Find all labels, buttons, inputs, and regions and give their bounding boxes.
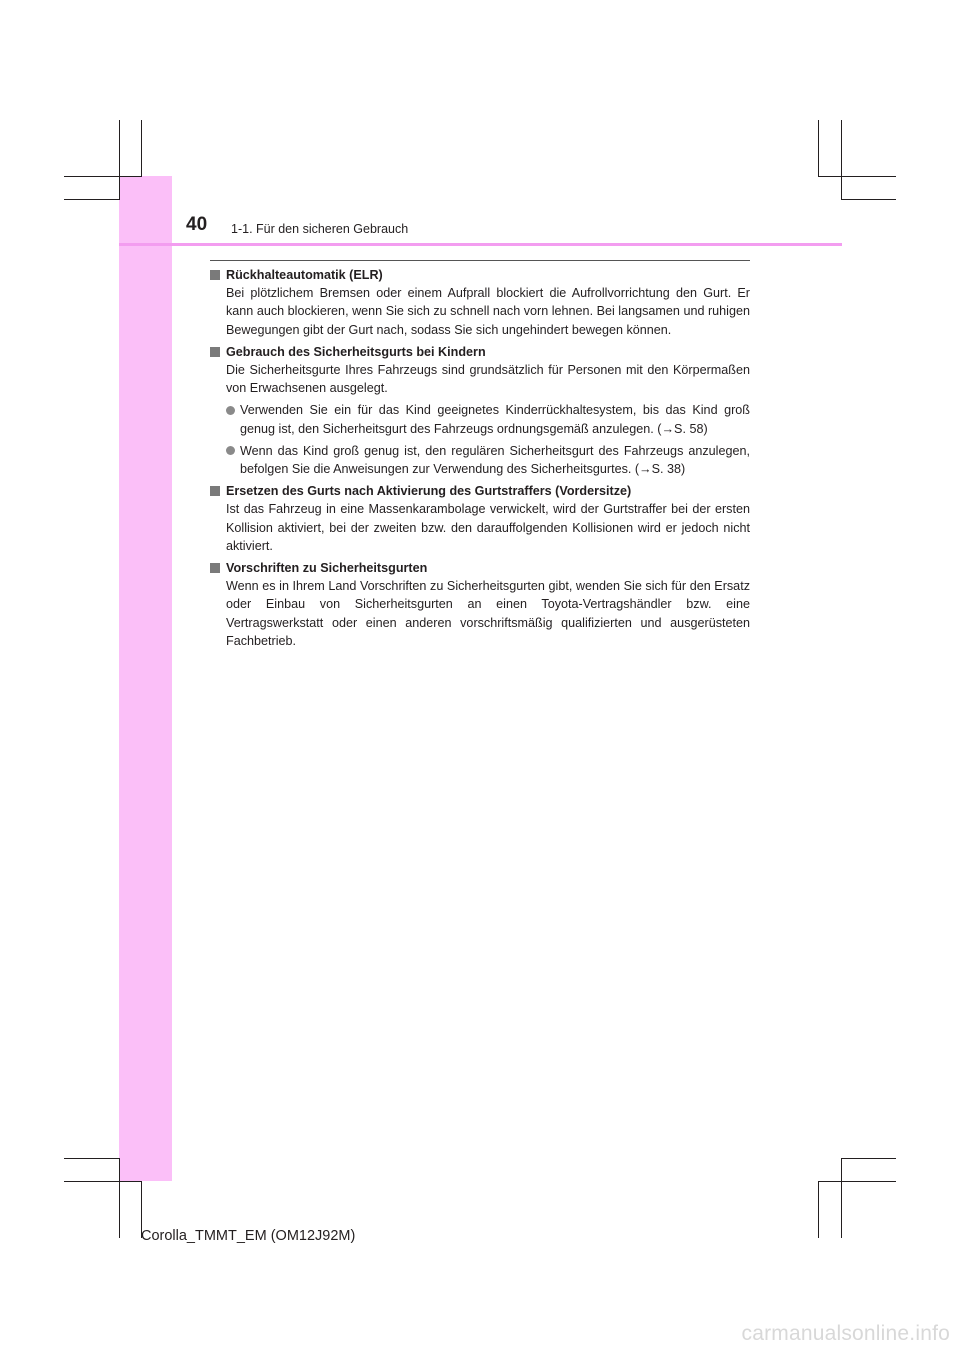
crop-mark <box>841 120 842 200</box>
crop-mark <box>818 1181 819 1238</box>
crop-mark <box>119 120 120 200</box>
list-item-text: Wenn das Kind groß genug ist, den regulären Sicherheitsgurt des Fahrzeugs anzulegen, befolgen Sie die Anweisungen zur Verwendung des Sicherheitsgurtes. (→S. 38) <box>240 443 750 477</box>
crop-mark <box>841 1158 842 1238</box>
crop-mark <box>818 176 896 177</box>
header-rule <box>119 243 842 246</box>
section-title <box>210 482 750 500</box>
section-title <box>210 266 750 284</box>
crop-mark <box>64 1181 142 1182</box>
section-text: Bei plötzlichem Bremsen oder einem Aufprall blockiert die Aufrollvorrichtung den Gurt. Er kann auch blockieren, wenn Sie sich zu schnell nach vorn lehnen. Bei langsamen und ruhigen Bewegungen gibt der Gurt nach, sodass Sie sich ungehindert bewegen können. <box>226 286 750 337</box>
section-text: Wenn es in Ihrem Land Vorschriften zu Sicherheitsgurten gibt, wenden Sie sich für den Ersatz oder Einbau von Sicherheitsgurten an einen Toyota-Vertragshändler bzw. eine Vertragswerkstatt oder einen anderen vorschriftsmäßig qualifizierten und ausgerüsteten Fachbetrieb. <box>226 579 750 648</box>
section-elr <box>210 266 750 339</box>
side-tab <box>119 176 172 1181</box>
crop-mark <box>818 120 819 176</box>
square-icon <box>210 347 220 357</box>
crop-mark <box>64 176 142 177</box>
list-item <box>226 401 750 437</box>
footer-document-id: Corolla_TMMT_EM (OM12J92M) <box>141 1228 356 1244</box>
page-content <box>210 266 750 654</box>
crop-mark <box>818 1181 896 1182</box>
section-title-text: Ersetzen des Gurts nach Aktivierung des Gurtstraffers (Vordersitze) <box>226 484 632 499</box>
circle-bullet-icon <box>226 406 235 415</box>
section-title-text: Vorschriften zu Sicherheitsgurten <box>226 561 428 576</box>
page-number: 40 <box>186 214 208 235</box>
section-text: Ist das Fahrzeug in eine Massenkarambolage verwickelt, wird der Gurtstraffer bei der ersten Kollision aktiviert, bei der zweiten bzw. den darauffolgenden Kollisionen wird er jedoch nicht aktiviert. <box>226 502 750 553</box>
content-top-rule <box>210 260 750 261</box>
section-text: Die Sicherheitsgurte Ihres Fahrzeugs sind grundsätzlich für Personen mit den Körpermaßen von Erwachsenen ausgelegt. <box>226 363 750 396</box>
crop-mark <box>841 1158 896 1159</box>
section-title <box>210 559 750 577</box>
crop-mark <box>64 199 120 200</box>
circle-bullet-icon <box>226 446 235 455</box>
square-icon <box>210 486 220 496</box>
section-regulations <box>210 559 750 650</box>
section-pretensioner <box>210 482 750 555</box>
watermark: carmanualsonline.info <box>741 1322 950 1345</box>
crop-mark <box>64 1158 120 1159</box>
section-header-title: 1-1. Für den sicheren Gebrauch <box>231 222 409 236</box>
crop-mark <box>841 199 896 200</box>
section-title <box>210 343 750 361</box>
square-icon <box>210 563 220 573</box>
list-item-text: Verwenden Sie ein für das Kind geeignetes Kinderrückhaltesystem, bis das Kind groß genug ist, den Sicherheitsgurt des Fahrzeugs ordnungsgemäß anzulegen. (→S. 58) <box>240 403 750 436</box>
list-item <box>226 442 750 478</box>
crop-mark <box>141 120 142 176</box>
section-children <box>210 343 750 478</box>
square-icon <box>210 270 220 280</box>
section-title-text: Gebrauch des Sicherheitsgurts bei Kindern <box>226 344 486 359</box>
crop-mark <box>119 1158 120 1238</box>
section-title-text: Rückhalteautomatik (ELR) <box>226 268 383 282</box>
